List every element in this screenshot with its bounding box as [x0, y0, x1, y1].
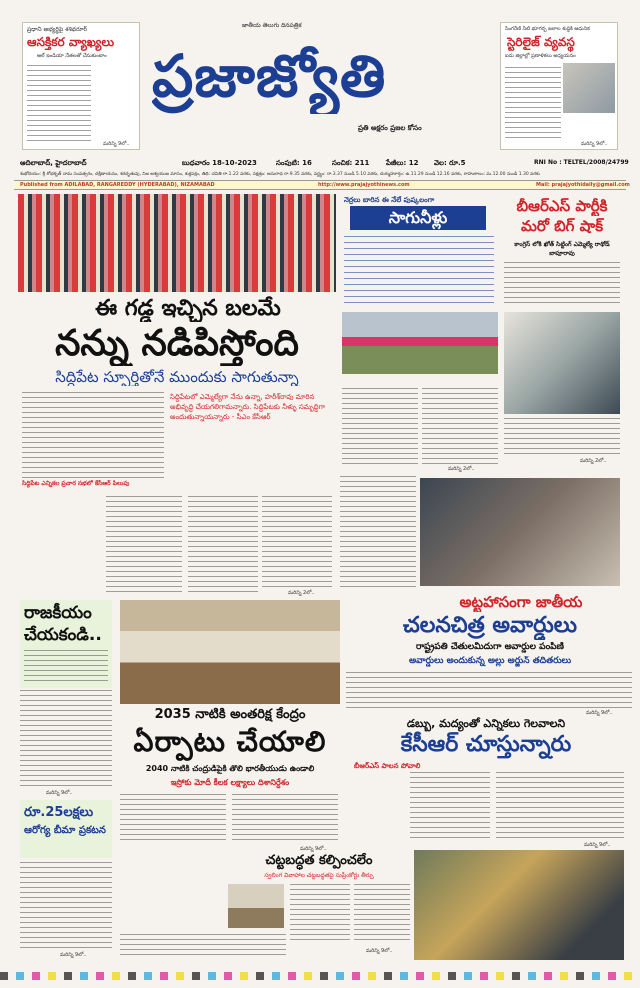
rni: RNI No : TELTEL/2008/24799	[534, 159, 629, 166]
left-ear-text	[27, 65, 91, 141]
lead-photo	[18, 194, 336, 292]
politics-headline-b: చేయకండి..	[24, 625, 102, 645]
left-ear-kicker: ప్రధాని అభ్యర్థిపై శశిథరూర్	[27, 26, 88, 33]
website-link[interactable]: http://www.prajajyothinews.com	[318, 182, 410, 188]
insurance-photo	[120, 852, 224, 930]
price: వెల: రూ.5	[434, 159, 466, 167]
brs-photo	[504, 312, 620, 414]
kcr-sub: బీఆర్ఎస్ పాలన పోవాలి	[354, 762, 421, 770]
issue: సంచిక: 211	[332, 159, 370, 167]
lead-col-2	[188, 496, 258, 594]
date-strip	[14, 158, 629, 170]
sagu-bullets	[344, 236, 494, 308]
right-ear-byline: మరిన్ని 9లో..	[581, 141, 608, 147]
sagu-byline: మరిన్ని 2లో..	[448, 466, 475, 472]
awards-headline-a: అట్టహాసంగా జాతీయ	[459, 593, 583, 611]
politics-body	[20, 690, 112, 786]
brs-byline: మరిన్ని 2లో..	[580, 458, 607, 464]
lead-body-text	[22, 392, 164, 478]
lead-byline: మరిన్ని 2లో..	[288, 590, 315, 596]
tagline-top: జాతీయ తెలుగు దినపత్రిక	[242, 22, 302, 29]
tagline-bottom: ప్రతి అక్షరం ప్రజల కోసం	[358, 124, 422, 132]
politics-headline-a: రాజకీయం	[24, 603, 92, 623]
panchangam: శుభోదయం: శ్రీ శోభకృత్ నామ సంవత్సరం, దక్షిణాయనం, శరదృతువు, నిజ ఆశ్వయుజ మాసం, శుక్లపక్షం, తిథి: చవితి రా.1.22 వరకు, నక్షత్రం: అనురాధ రా.9.35 వరకు, వర్జ్యం: రా.3.37 నుండి 5.10 వరకు, దుర్ముహూర్తం: ఉ.11.29 నుండి 12.16 వరకు, రాహుకాలం: మ.12.00 నుండి 1.30 వరకు	[20, 172, 540, 177]
kcr-text-2	[496, 772, 624, 840]
space-headline: ఏర్పాటు చేయాలి	[133, 725, 327, 758]
pub-strip	[14, 180, 630, 190]
politics-box	[20, 600, 112, 688]
politics-text	[24, 650, 108, 684]
law-sub: స్వలింగ వివాహాల చట్టబద్ధతపై సుప్రీంకోర్టు తీర్పు	[264, 872, 374, 879]
left-ear-sub: ఆల్ ఇండియా నేతలతో చేసుకుంటాం	[37, 53, 107, 59]
brs-headline-a: బీఆర్ఎస్ పార్టీకి	[516, 197, 608, 215]
kcr-photo	[350, 774, 406, 834]
mail-link[interactable]: Mail: prajajyothidaily@gmail.com	[536, 182, 630, 188]
brs-headline-b: మరో బిగ్ షాక్	[520, 217, 604, 235]
law-text-2	[354, 884, 410, 944]
masthead-title[interactable]: ప్రజాజ్యోతి	[152, 42, 387, 110]
space-byline: మరిన్ని 9లో..	[300, 846, 327, 852]
awards-byline: మరిన్ని 9లో..	[586, 710, 613, 716]
sagu-headline: సాగునీళ్లు	[350, 206, 486, 230]
date: బుధవారం 18-10-2023	[182, 159, 257, 167]
lead-kicker: ఈ గడ్డ ఇచ్చిన బలమే	[95, 296, 281, 321]
right-ear-box	[500, 22, 618, 150]
kcr-headline: కేసీఆర్ చూస్తున్నారు	[400, 732, 572, 757]
lead-caption: సిద్దిపేట ఎన్నికల ప్రచార సభలో కేసీఆర్ పిలుపు	[22, 480, 130, 487]
space-text-1	[120, 794, 226, 844]
right-ear-kicker: సింగరేణి నీటి భూగర్భ జలాల శుద్ధికి ఆధునిక	[505, 26, 590, 32]
brs-text-2	[504, 418, 620, 458]
insurance-headline-a: రూ.25లక్షలు	[24, 805, 94, 820]
volume: సంపుటి: 16	[276, 159, 312, 167]
left-ear-headline: ఆసక్తికర వ్యాఖ్యలు	[27, 35, 114, 49]
kcr-byline: మరిన్ని 9లో..	[584, 842, 611, 848]
sagu-text-1	[342, 388, 418, 464]
right-ear-sub: ఐదు జిల్లాల్లో ప్రణాళికలు అధ్యయనం	[505, 53, 576, 59]
insurance-text	[20, 862, 112, 950]
law-headline: చట్టబద్ధత కల్పించలేం	[265, 853, 373, 868]
protest-photo	[414, 850, 624, 960]
published-from: Published from ADILABAD, RANGAREDDY (HYDERABAD), NIZAMABAD	[20, 182, 215, 188]
right-ear-text	[505, 67, 561, 139]
awards-text	[346, 672, 632, 710]
insurance-headline-b: ఆరోగ్య బీమా ప్రకటన	[24, 825, 106, 836]
court-photo	[228, 884, 284, 928]
space-text-2	[232, 794, 338, 844]
registration-strip	[0, 972, 640, 980]
pages: పేజీలు: 12	[386, 159, 419, 167]
brs-sub: కాంగ్రెస్ లోకి ఖోత్ సిట్టింగ్ ఎమ్మెల్యే రాథోడ్ బాపూరావు	[514, 241, 610, 257]
space-sub: 2040 నాటికి చంద్రుడిపైకి తొలి భారతీయుడు ఉండాలి	[145, 764, 315, 773]
brs-text	[504, 262, 620, 306]
insurance-box	[20, 800, 112, 858]
awards-headline-b: చలనచిత్ర అవార్డులు	[403, 613, 577, 638]
lead-quote: సిద్దిపేటలో ఎమ్మెల్యేగా నేను ఉన్నా, హరీశ్‌రావు మారిన అభివృద్ధి చేయగలిగామన్నారు. సిద్దిపేటకు నీళ్ళు సమృద్ధిగా అందుతున్నాయన్నారు - సీఎం కేసీఆర్	[170, 393, 326, 421]
right-ear-headline: స్టెరిలైజ్ వ్యవస్థ	[507, 35, 575, 49]
lead-col-3	[262, 496, 332, 588]
city: ఆదిలాబాద్, హైదరాబాద్	[20, 159, 87, 167]
law-text-1	[290, 884, 350, 944]
lead-col-1	[106, 496, 182, 594]
law-byline: మరిన్ని 9లో..	[366, 948, 393, 954]
kcr-text-1	[410, 772, 490, 840]
lead-headline: నన్ను నడిపిస్తోంది	[55, 323, 299, 364]
meeting-photo	[120, 600, 340, 704]
politics-byline: మరిన్ని 9లో..	[46, 790, 73, 796]
space-kicker: 2035 నాటికి అంతరిక్ష కేంద్రం	[154, 707, 306, 722]
insurance-byline: మరిన్ని 9లో..	[60, 952, 87, 958]
awards-sub2: అవార్డులు అందుకున్న అల్లు అర్జున్ తదితరులు	[408, 656, 572, 666]
left-ear-box	[22, 22, 140, 150]
left-ear-photo	[95, 63, 135, 109]
sagu-kicker: నెర్రలు బారిన ఈ నేలే పుష్కలంగా	[344, 196, 435, 204]
lead-sub: సిద్దిపేట స్ఫూర్తితోనే ముందుకు సాగుతున్నా	[55, 368, 299, 386]
right-ear-photo	[563, 63, 615, 113]
awards-photo	[420, 478, 620, 586]
sagu-text-2	[422, 388, 498, 464]
space-sub2: ఇస్రోకు మోదీ కీలక లక్ష్యాలు దిశానిర్దేశం	[170, 778, 290, 787]
law-text-3	[120, 934, 286, 958]
awards-sub: రాష్ట్రపతి చేతులమీదుగా అవార్డుల పంపిణీ	[416, 642, 564, 652]
sagu-photo	[342, 312, 498, 374]
awards-left-text	[340, 476, 416, 590]
lead-photo-2	[22, 512, 102, 586]
left-ear-byline: మరిన్ని 9లో..	[103, 141, 130, 147]
kcr-kicker: డబ్బు, మద్యంతో ఎన్నికలు గెలవాలని	[406, 717, 566, 730]
